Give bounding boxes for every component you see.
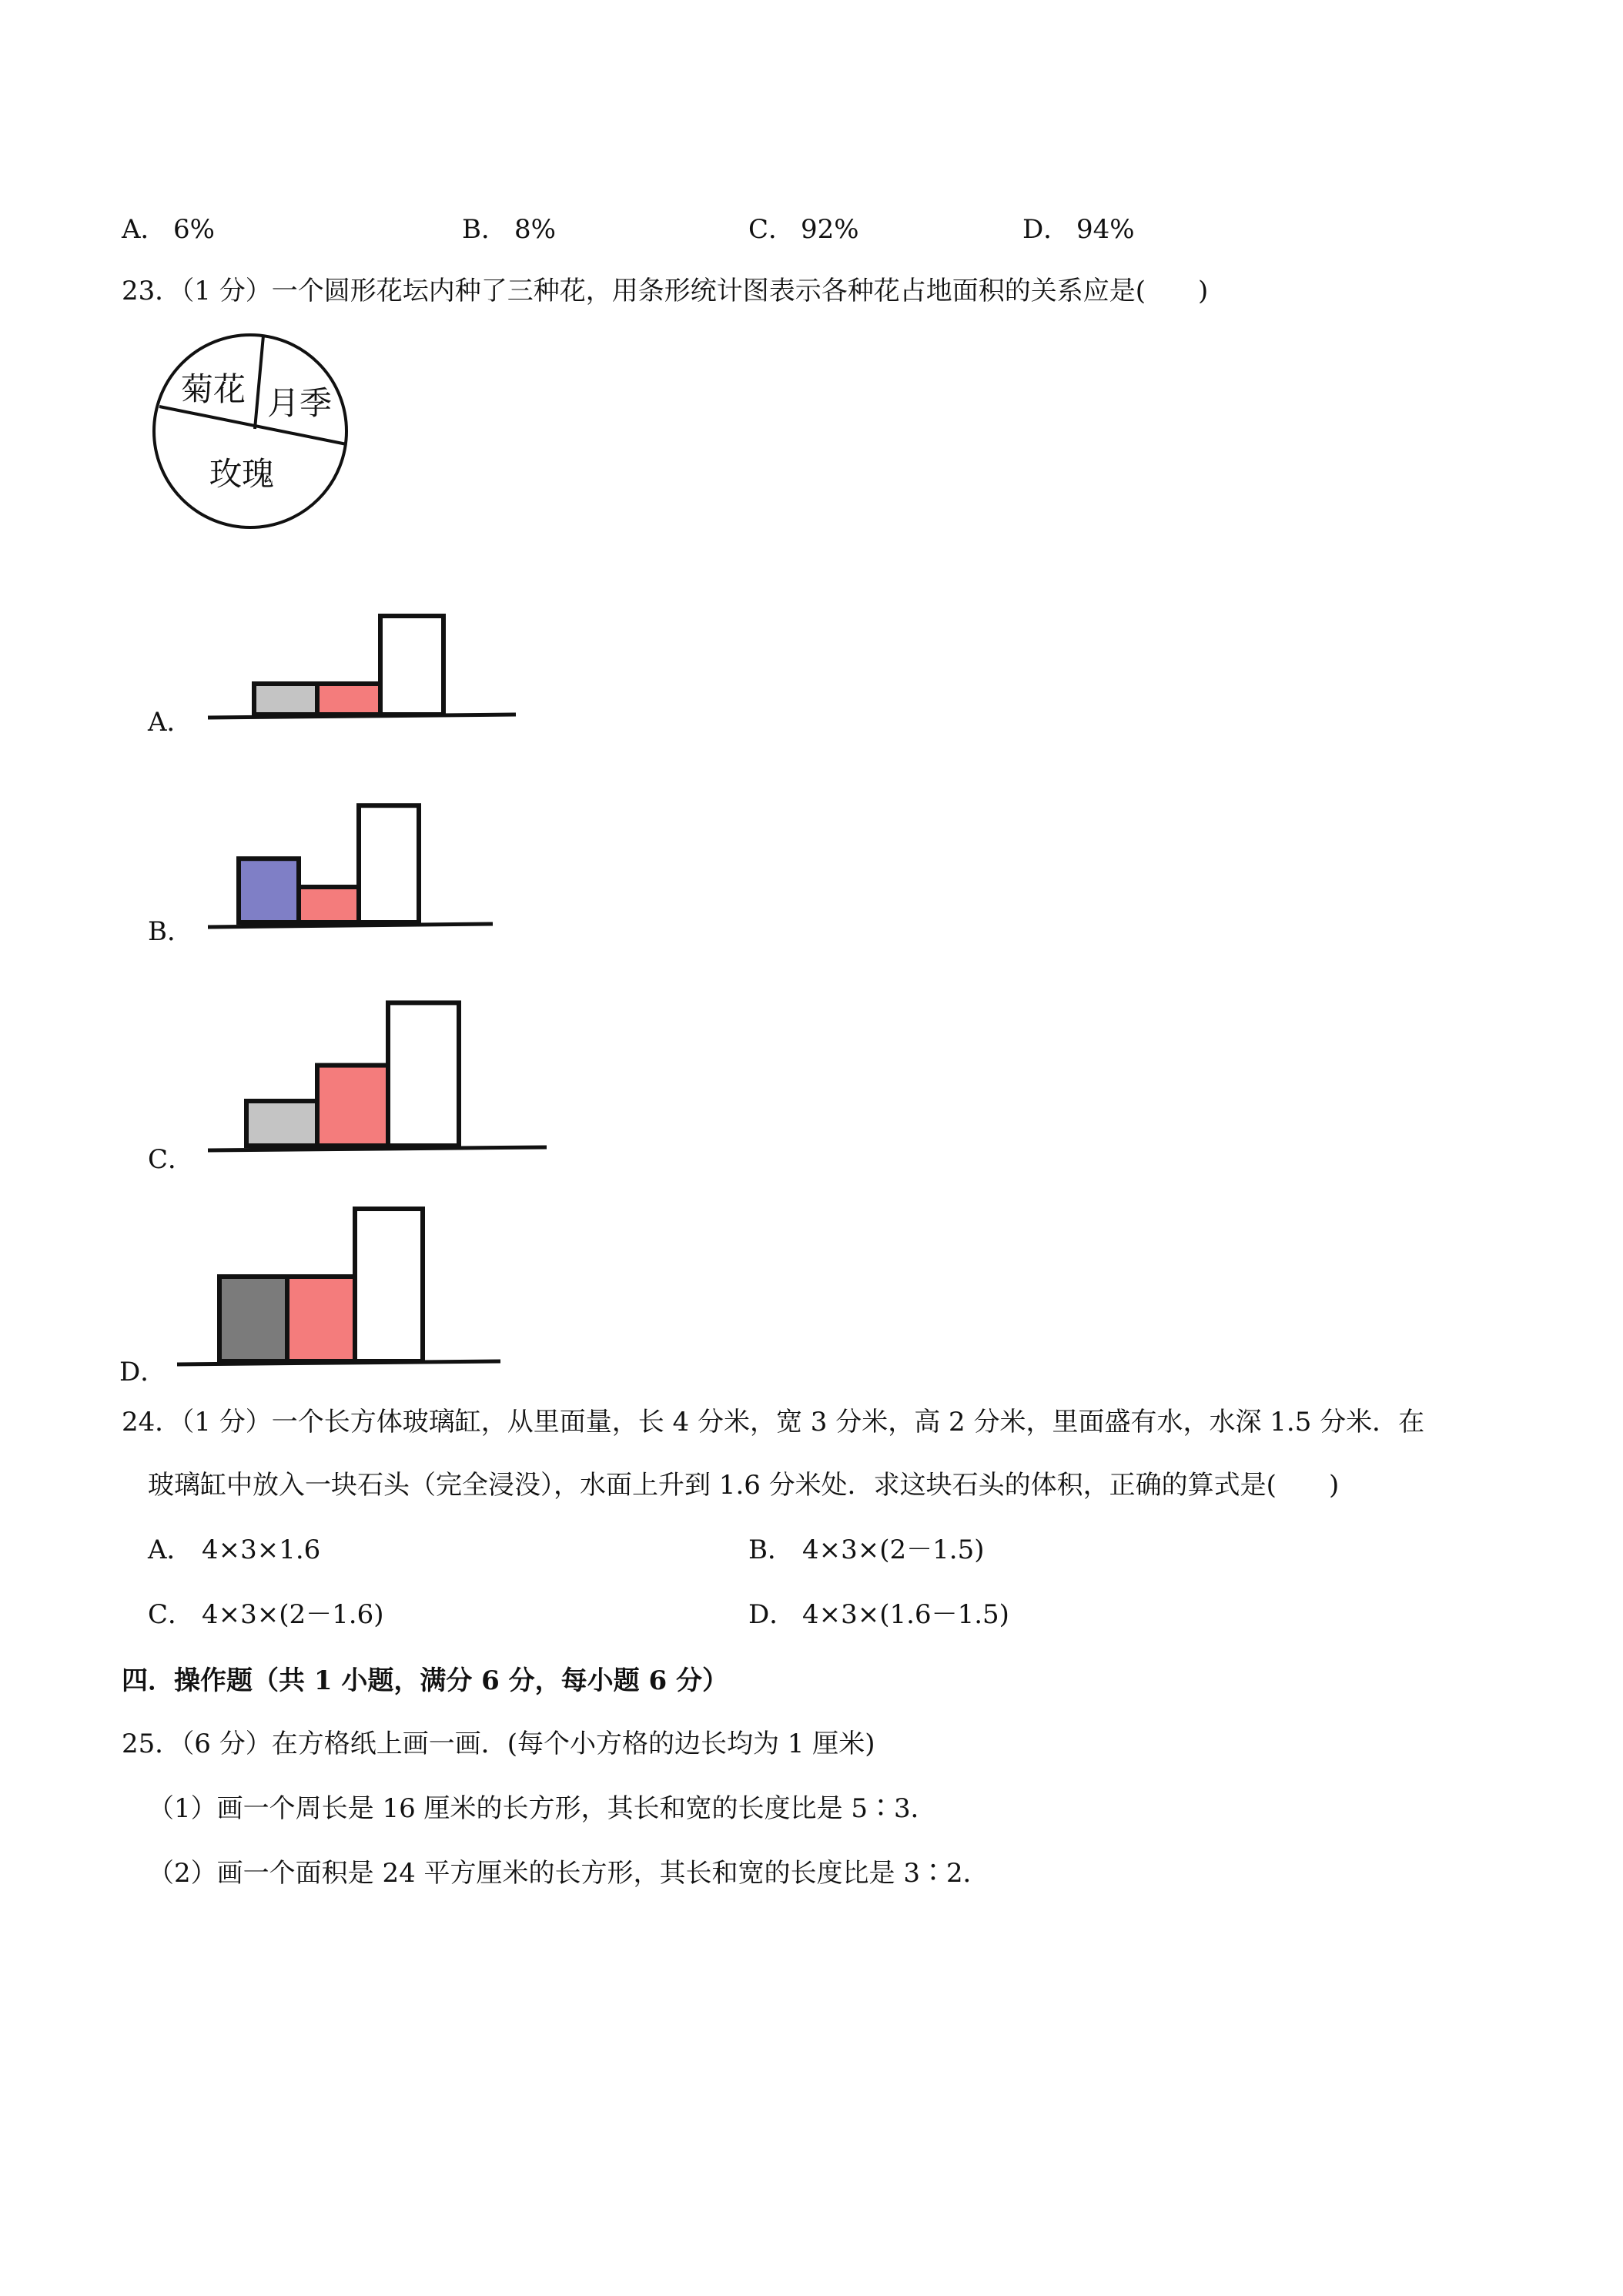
q24-option-b-value: 4×3×(2－1.5) <box>802 1535 985 1565</box>
pie-circle <box>154 335 346 527</box>
q23-option-b-label: B． <box>148 916 193 947</box>
q24-option-d-label: D． <box>748 1599 796 1630</box>
q23-stem: 23．（1 分）一个圆形花坛内种了三种花，用条形统计图表示各种花占地面积的关系应是( ) <box>122 276 1209 306</box>
section-4-title: 四．操作题（共 1 小题，满分 6 分，每小题 6 分） <box>122 1665 728 1696</box>
q25-sub1: （1）画一个周长是 16 厘米的长方形，其长和宽的长度比是 5∶3． <box>148 1793 937 1824</box>
bar-2 <box>287 1277 355 1361</box>
q22-option-a-label: A． <box>122 214 167 245</box>
bar-2 <box>317 1066 388 1146</box>
q22-option-b-value: 8% <box>514 214 556 245</box>
bar-1 <box>246 1101 317 1146</box>
q24-option-c-label: C． <box>148 1599 195 1630</box>
q23-option-a-label: A． <box>148 707 193 738</box>
q23-option-c-bar-chart <box>200 962 554 1163</box>
q24-option-d-value: 4×3×(1.6－1.5) <box>802 1599 1009 1630</box>
pie-label-juhua: 菊花 <box>181 370 246 408</box>
q22-option-c-value: 92% <box>801 214 859 245</box>
q23-option-d-label: D． <box>119 1357 167 1387</box>
bar-1 <box>239 858 299 922</box>
q23-option-b-bar-chart <box>200 762 524 939</box>
bar-2 <box>299 887 359 922</box>
q25-stem: 25．（6 分）在方格纸上画一画．(每个小方格的边长均为 1 厘米) <box>122 1729 875 1759</box>
bar-2 <box>317 684 380 715</box>
q22-option-b-label: B． <box>462 214 507 245</box>
q24-option-a-label: A． <box>148 1535 193 1565</box>
bar-1 <box>254 684 317 715</box>
bar-3 <box>355 1209 423 1361</box>
q22-option-d-value: 94% <box>1076 214 1135 245</box>
q22-option-d-label: D． <box>1022 214 1070 245</box>
q24-stem-line2: 玻璃缸中放入一块石头（完全浸没），水面上升到 1.6 分米处．求这块石头的体积，正确的算式是( ) <box>148 1470 1340 1501</box>
bar-3 <box>380 616 443 715</box>
bar-3 <box>359 805 419 922</box>
q23-option-a-bar-chart <box>200 547 524 731</box>
pie-label-yueji: 月季 <box>267 384 333 422</box>
q22-option-c-label: C． <box>748 214 795 245</box>
bar-3 <box>388 1002 459 1146</box>
q25-sub2: （2）画一个面积是 24 平方厘米的长方形，其长和宽的长度比是 3∶2． <box>148 1858 989 1889</box>
bar-1 <box>219 1277 287 1361</box>
q23-option-d-bar-chart <box>169 1186 524 1378</box>
q24-stem-line1: 24．（1 分）一个长方体玻璃缸，从里面量，长 4 分米，宽 3 分米，高 2 分米，里面盛有水，水深 1.5 分米．在 <box>122 1407 1425 1438</box>
pie-label-meigui: 玫瑰 <box>209 455 275 493</box>
q24-option-a-value: 4×3×1.6 <box>202 1535 321 1565</box>
q24-option-b-label: B． <box>748 1535 794 1565</box>
q23-option-c-label: C． <box>148 1144 195 1175</box>
q22-option-a-value: 6% <box>173 214 215 245</box>
q23-pie-chart <box>150 331 366 539</box>
q24-option-c-value: 4×3×(2－1.6) <box>202 1599 384 1630</box>
